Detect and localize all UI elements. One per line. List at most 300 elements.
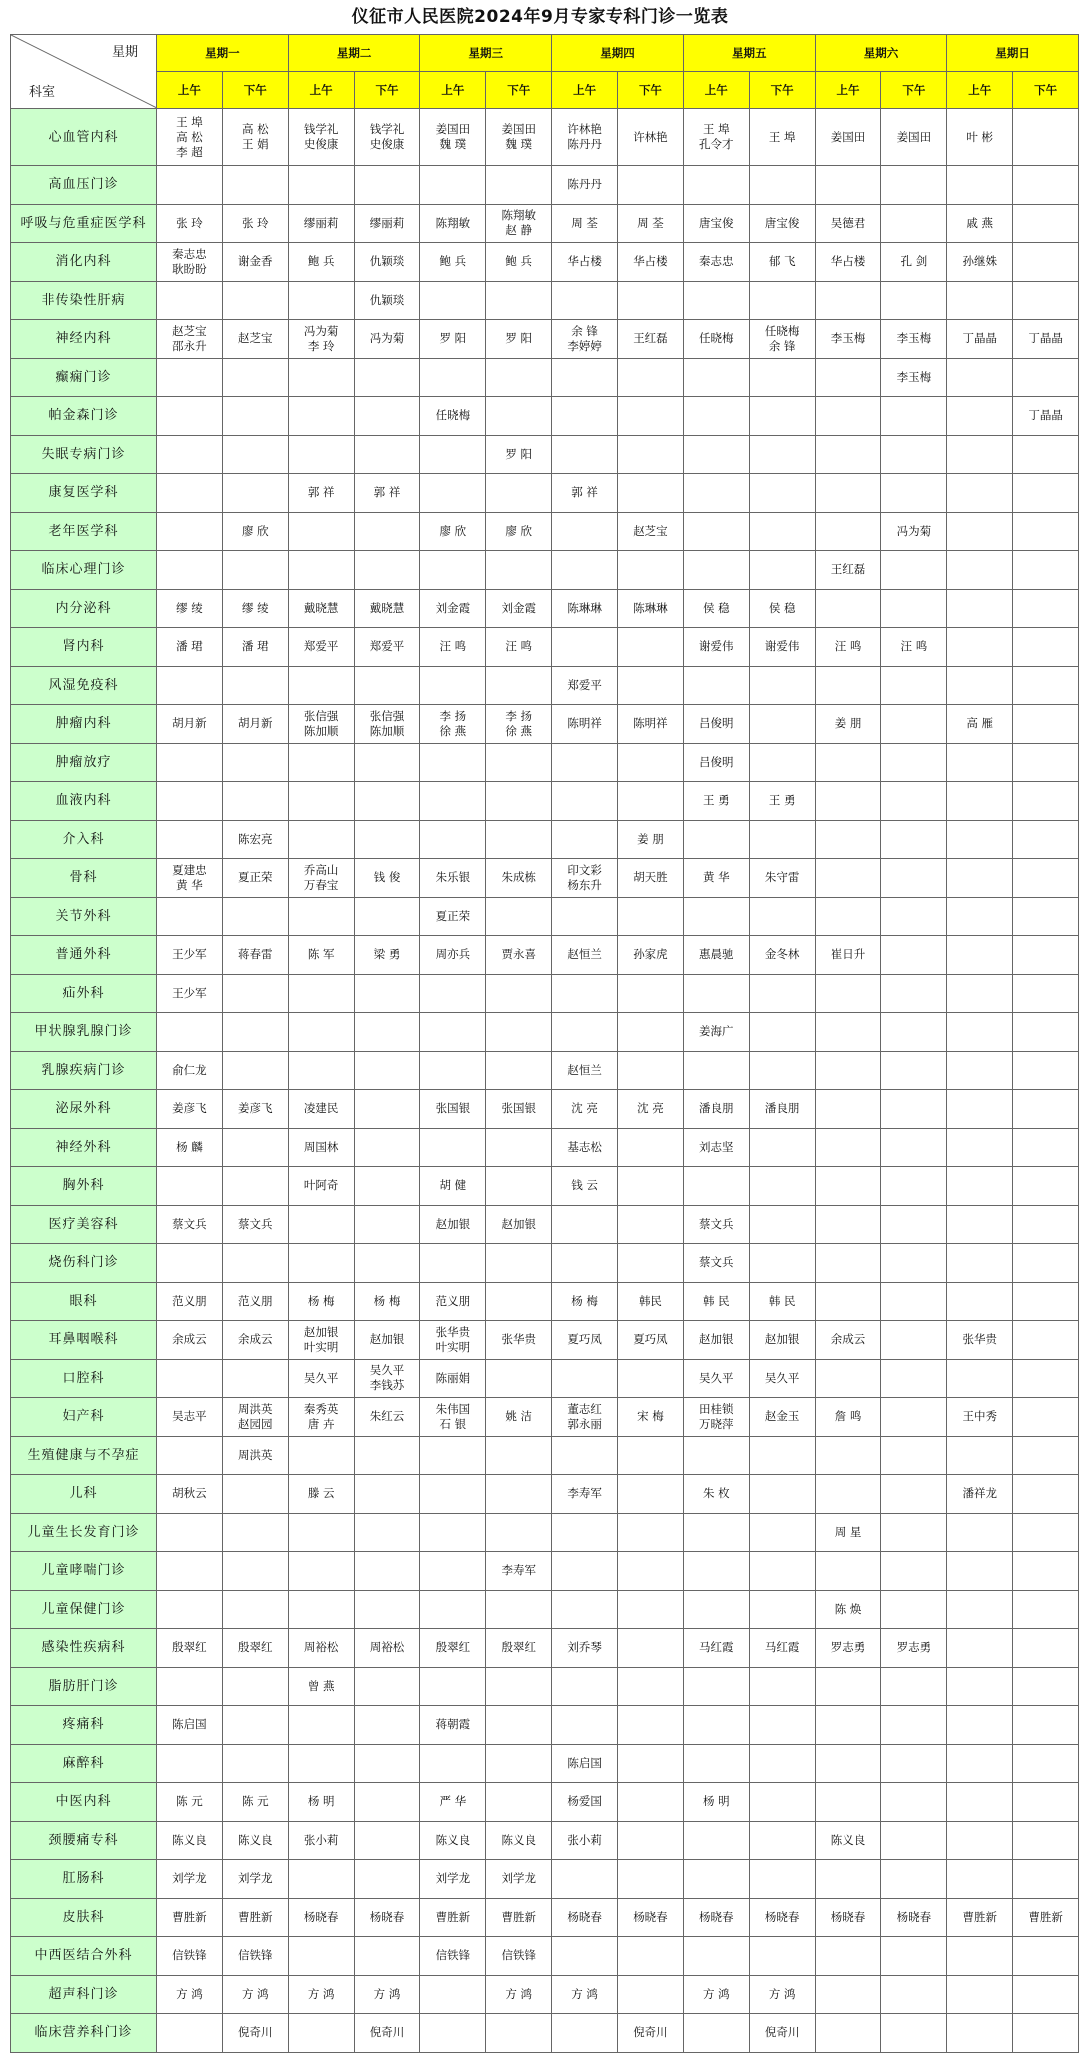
doctor-name: 潘良朋 [764, 1101, 800, 1116]
table-row [11, 782, 1079, 821]
schedule-cell [683, 1205, 749, 1244]
doctor-name: 孔令才 [699, 137, 734, 151]
schedule-cell [749, 628, 815, 667]
schedule-cell [618, 1898, 684, 1937]
doctor-name: 刘学龙 [435, 1871, 471, 1886]
schedule-cell [222, 974, 288, 1013]
doctor-name: 马红霞 [699, 1640, 734, 1655]
schedule-cell [749, 1898, 815, 1937]
schedule-cell [157, 1667, 223, 1706]
schedule-cell [486, 109, 552, 166]
schedule-cell [881, 1783, 947, 1822]
schedule-cell [552, 551, 618, 590]
schedule-cell [618, 1860, 684, 1899]
schedule-cell [288, 435, 354, 474]
schedule-cell [1013, 1013, 1079, 1052]
schedule-cell [354, 2014, 420, 2053]
department-name: 康复医学科 [11, 474, 157, 513]
schedule-cell [881, 974, 947, 1013]
schedule-cell [618, 320, 684, 359]
doctor-name: 余成云 [238, 1332, 273, 1347]
schedule-cell [1013, 1975, 1079, 2014]
schedule-cell [815, 1282, 881, 1321]
schedule-cell [618, 705, 684, 744]
schedule-cell [815, 1590, 881, 1629]
schedule-cell [222, 1552, 288, 1591]
schedule-cell [749, 859, 815, 898]
schedule-cell [288, 743, 354, 782]
schedule-cell [157, 1090, 223, 1129]
doctor-name: 叶实明 [303, 1339, 339, 1354]
doctor-name: 郭 祥 [571, 485, 598, 500]
doctor-name: 赵加银 [303, 1324, 339, 1339]
doctor-name: 余 锋 [571, 323, 598, 338]
doctor-name: 史俊康 [369, 137, 405, 151]
schedule-cell [881, 705, 947, 744]
schedule-cell [157, 1167, 223, 1206]
schedule-cell [222, 1975, 288, 2014]
schedule-cell [222, 666, 288, 705]
schedule-cell [486, 1321, 552, 1360]
schedule-cell [354, 1937, 420, 1976]
doctor-name: 余 锋 [768, 338, 796, 353]
schedule-cell [683, 1590, 749, 1629]
doctor-name: 崔日升 [830, 947, 866, 962]
schedule-cell [354, 1282, 420, 1321]
doctor-name: 杨晓春 [830, 1909, 866, 1924]
schedule-cell [222, 1590, 288, 1629]
department-name: 颈腰痛专科 [11, 1821, 157, 1860]
schedule-cell [1013, 743, 1079, 782]
schedule-cell [947, 397, 1013, 436]
schedule-cell [1013, 1937, 1079, 1976]
schedule-cell [354, 1013, 420, 1052]
doctor-name: 杨 梅 [571, 1293, 598, 1308]
schedule-cell [486, 358, 552, 397]
weekday-axis-label: 星期 [111, 45, 138, 60]
doctor-name: 张信强 [369, 708, 405, 723]
schedule-cell [947, 1398, 1013, 1437]
schedule-cell [1013, 512, 1079, 551]
schedule-cell [881, 397, 947, 436]
schedule-cell [157, 320, 223, 359]
schedule-cell [1013, 1282, 1079, 1321]
schedule-cell [749, 1244, 815, 1283]
schedule-cell [881, 551, 947, 590]
schedule-cell [354, 628, 420, 667]
schedule-cell [749, 2014, 815, 2053]
schedule-cell [552, 705, 618, 744]
schedule-cell [288, 1090, 354, 1129]
schedule-cell [157, 1128, 223, 1167]
department-name: 儿童哮喘门诊 [11, 1552, 157, 1591]
schedule-cell [1013, 820, 1079, 859]
schedule-cell [288, 1513, 354, 1552]
doctor-name: 姜彦飞 [238, 1101, 273, 1116]
doctor-name: 方 鸿 [768, 1986, 796, 2001]
schedule-cell [486, 1359, 552, 1398]
doctor-name: 周洪英 [238, 1447, 273, 1462]
schedule-cell [354, 1244, 420, 1283]
schedule-cell [354, 743, 420, 782]
schedule-cell [486, 1552, 552, 1591]
doctor-name: 倪奇川 [238, 2025, 273, 2040]
doctor-name: 周 荃 [571, 215, 598, 230]
schedule-cell [222, 1205, 288, 1244]
schedule-cell [881, 1013, 947, 1052]
schedule-cell [947, 1513, 1013, 1552]
schedule-cell [354, 1667, 420, 1706]
schedule-cell [881, 1552, 947, 1591]
schedule-cell [815, 1744, 881, 1783]
schedule-cell [486, 1937, 552, 1976]
department-name: 肛肠科 [11, 1860, 157, 1899]
corner-header-cell [11, 35, 157, 109]
doctor-name: 陈启国 [567, 1755, 602, 1770]
schedule-cell [420, 628, 486, 667]
schedule-cell [683, 1013, 749, 1052]
doctor-name: 凌建民 [303, 1101, 339, 1116]
schedule-cell [420, 1629, 486, 1668]
schedule-cell [157, 1975, 223, 2014]
doctor-name: 高 松 [241, 122, 269, 136]
schedule-cell [618, 1744, 684, 1783]
doctor-name: 张小莉 [567, 1832, 602, 1847]
schedule-cell [683, 358, 749, 397]
schedule-cell [881, 1321, 947, 1360]
schedule-cell [947, 166, 1013, 205]
doctor-name: 戚 燕 [966, 215, 994, 230]
schedule-cell [420, 705, 486, 744]
doctor-name: 信铁锋 [238, 1948, 273, 1963]
doctor-name: 李 玲 [307, 338, 335, 353]
schedule-cell [354, 320, 420, 359]
schedule-cell [420, 474, 486, 513]
schedule-cell [486, 204, 552, 243]
schedule-cell [1013, 1051, 1079, 1090]
table-row [11, 1398, 1079, 1437]
schedule-cell [947, 628, 1013, 667]
session-header-pm: 下午 [222, 72, 288, 109]
schedule-cell [486, 782, 552, 821]
doctor-name: 罗志勇 [830, 1640, 866, 1655]
schedule-cell [1013, 1629, 1079, 1668]
schedule-cell [157, 1744, 223, 1783]
doctor-name: 王红磊 [633, 331, 668, 346]
schedule-cell [288, 551, 354, 590]
schedule-cell [815, 1167, 881, 1206]
schedule-cell [157, 281, 223, 320]
schedule-cell [815, 1398, 881, 1437]
schedule-cell [420, 859, 486, 898]
schedule-cell [749, 666, 815, 705]
schedule-cell [815, 397, 881, 436]
schedule-cell [618, 1013, 684, 1052]
schedule-cell [288, 1821, 354, 1860]
schedule-cell [486, 243, 552, 282]
schedule-cell [618, 859, 684, 898]
doctor-name: 魏 璞 [505, 137, 533, 151]
schedule-cell [157, 512, 223, 551]
schedule-cell [288, 1706, 354, 1745]
schedule-cell [157, 1282, 223, 1321]
table-row [11, 743, 1079, 782]
table-row [11, 705, 1079, 744]
schedule-cell [1013, 1244, 1079, 1283]
doctor-name: 刘金霞 [435, 600, 471, 615]
schedule-cell [618, 666, 684, 705]
schedule-cell [749, 1667, 815, 1706]
doctor-name: 廖 欣 [505, 523, 533, 538]
schedule-cell [354, 897, 420, 936]
doctor-name: 余成云 [172, 1332, 207, 1347]
doctor-name: 殷翠红 [501, 1640, 536, 1655]
schedule-cell [815, 1667, 881, 1706]
schedule-cell [618, 1359, 684, 1398]
schedule-cell [1013, 1783, 1079, 1822]
schedule-cell [815, 2014, 881, 2053]
department-name: 肾内科 [11, 628, 157, 667]
header-row-am-pm [11, 72, 1079, 109]
schedule-cell [420, 1552, 486, 1591]
schedule-cell [157, 1513, 223, 1552]
doctor-name: 秦秀英 [303, 1401, 339, 1416]
doctor-name: 陈 元 [176, 1794, 203, 1809]
doctor-name: 王 埠 [176, 114, 203, 129]
schedule-cell [815, 435, 881, 474]
schedule-cell [683, 1398, 749, 1437]
doctor-name: 万春宝 [303, 877, 339, 892]
schedule-cell [881, 1244, 947, 1283]
schedule-cell [881, 628, 947, 667]
schedule-cell [947, 1706, 1013, 1745]
doctor-name: 唐 卉 [307, 1416, 335, 1431]
schedule-cell [881, 243, 947, 282]
schedule-cell [618, 435, 684, 474]
schedule-cell [288, 1860, 354, 1899]
doctor-name: 陈 焕 [834, 1601, 862, 1616]
schedule-cell [486, 1244, 552, 1283]
doctor-name: 曹胜新 [501, 1909, 536, 1924]
doctor-name: 李 扬 [439, 708, 467, 723]
header-row-days [11, 35, 1079, 72]
doctor-name: 王 勇 [768, 793, 796, 808]
table-row [11, 358, 1079, 397]
session-header-am: 上午 [552, 72, 618, 109]
schedule-cell [881, 1167, 947, 1206]
schedule-cell [947, 1244, 1013, 1283]
schedule-cell [354, 1629, 420, 1668]
schedule-cell [815, 1706, 881, 1745]
schedule-cell [552, 1975, 618, 2014]
schedule-cell [552, 166, 618, 205]
schedule-cell [683, 974, 749, 1013]
schedule-cell [420, 1821, 486, 1860]
schedule-cell [947, 358, 1013, 397]
table-row [11, 320, 1079, 359]
doctor-name: 俞仁龙 [172, 1062, 207, 1077]
doctor-name: 殷翠红 [238, 1640, 273, 1655]
department-name: 皮肤科 [11, 1898, 157, 1937]
schedule-cell [222, 397, 288, 436]
schedule-cell [354, 358, 420, 397]
schedule-cell [881, 1898, 947, 1937]
schedule-cell [552, 1898, 618, 1937]
doctor-name: 夏正荣 [238, 870, 273, 885]
doctor-name: 罗 阳 [505, 331, 533, 346]
department-name: 儿科 [11, 1475, 157, 1514]
doctor-name: 方 鸿 [176, 1986, 203, 2001]
schedule-cell [947, 1282, 1013, 1321]
doctor-name: 韩 民 [702, 1293, 730, 1308]
schedule-cell [947, 1321, 1013, 1360]
schedule-cell [222, 1783, 288, 1822]
schedule-cell [222, 109, 288, 166]
doctor-name: 胡天胜 [633, 870, 668, 885]
schedule-cell [288, 512, 354, 551]
schedule-cell [157, 897, 223, 936]
doctor-name: 赵芝宝 [238, 331, 273, 346]
schedule-cell [420, 204, 486, 243]
department-name: 高血压门诊 [11, 166, 157, 205]
schedule-cell [683, 1629, 749, 1668]
schedule-cell [815, 1629, 881, 1668]
schedule-cell [420, 1590, 486, 1629]
schedule-cell [222, 1128, 288, 1167]
schedule-cell [354, 705, 420, 744]
doctor-name: 叶 彬 [966, 129, 994, 144]
schedule-cell [157, 1436, 223, 1475]
table-row [11, 1205, 1079, 1244]
doctor-name: 张华贵 [501, 1332, 536, 1347]
schedule-cell [288, 166, 354, 205]
doctor-name: 姜国田 [830, 129, 866, 144]
doctor-name: 李玉梅 [830, 331, 866, 346]
doctor-name: 杨 梅 [373, 1293, 401, 1308]
doctor-name: 侯 稳 [702, 600, 730, 615]
schedule-cell [288, 936, 354, 975]
schedule-cell [1013, 1205, 1079, 1244]
doctor-name: 李 超 [176, 144, 203, 159]
schedule-cell [354, 1706, 420, 1745]
schedule-cell [354, 1975, 420, 2014]
schedule-cell [552, 666, 618, 705]
doctor-name: 石 银 [439, 1416, 467, 1431]
schedule-cell [947, 1205, 1013, 1244]
session-header-am: 上午 [157, 72, 223, 109]
schedule-cell [420, 1975, 486, 2014]
schedule-cell [947, 1783, 1013, 1822]
schedule-cell [288, 1321, 354, 1360]
doctor-name: 赵芝宝 [172, 323, 207, 338]
doctor-name: 刘乔琴 [567, 1640, 602, 1655]
doctor-name: 吕俊明 [699, 754, 734, 769]
doctor-name: 方 鸿 [702, 1986, 730, 2001]
schedule-cell [815, 782, 881, 821]
schedule-cell [486, 281, 552, 320]
doctor-name: 赵恒兰 [567, 1062, 602, 1077]
doctor-name: 丁晶晶 [1028, 331, 1063, 346]
schedule-cell [1013, 897, 1079, 936]
department-name: 血液内科 [11, 782, 157, 821]
doctor-name: 姚 洁 [505, 1409, 533, 1424]
department-name: 关节外科 [11, 897, 157, 936]
session-header-pm: 下午 [1013, 72, 1079, 109]
schedule-cell [486, 1051, 552, 1090]
schedule-cell [552, 1090, 618, 1129]
schedule-cell [815, 1821, 881, 1860]
schedule-cell [552, 936, 618, 975]
doctor-name: 吴久平 [369, 1363, 405, 1378]
schedule-cell [222, 1706, 288, 1745]
doctor-name: 陈宏亮 [238, 831, 273, 846]
schedule-cell [749, 512, 815, 551]
schedule-cell [815, 974, 881, 1013]
schedule-cell [683, 1167, 749, 1206]
department-name: 脂肪肝门诊 [11, 1667, 157, 1706]
schedule-cell [815, 1475, 881, 1514]
schedule-cell [683, 281, 749, 320]
schedule-cell [1013, 474, 1079, 513]
doctor-name: 钱 俊 [373, 870, 401, 885]
schedule-cell [288, 1244, 354, 1283]
department-name: 非传染性肝病 [11, 281, 157, 320]
doctor-name: 陈丹丹 [567, 177, 602, 192]
doctor-name: 倪奇川 [764, 2025, 800, 2040]
schedule-cell [815, 1013, 881, 1052]
schedule-cell [683, 1667, 749, 1706]
schedule-cell [683, 859, 749, 898]
doctor-name: 许林艳 [633, 129, 668, 144]
doctor-name: 刘学龙 [172, 1871, 207, 1886]
schedule-cell [552, 1937, 618, 1976]
doctor-name: 仇颖琰 [369, 292, 405, 307]
schedule-cell [222, 1475, 288, 1514]
schedule-cell [222, 243, 288, 282]
schedule-cell [947, 859, 1013, 898]
schedule-cell [881, 1128, 947, 1167]
doctor-name: 朱 枚 [702, 1486, 730, 1501]
doctor-name: 钱学礼 [369, 122, 405, 136]
schedule-cell [1013, 1706, 1079, 1745]
schedule-cell [881, 666, 947, 705]
schedule-cell [749, 705, 815, 744]
schedule-cell [486, 166, 552, 205]
schedule-cell [354, 1513, 420, 1552]
doctor-name: 许林艳 [567, 122, 602, 136]
schedule-cell [881, 1667, 947, 1706]
schedule-cell [947, 1359, 1013, 1398]
schedule-cell [288, 358, 354, 397]
schedule-cell [749, 1013, 815, 1052]
schedule-cell [947, 2014, 1013, 2053]
schedule-cell [552, 1013, 618, 1052]
schedule-cell [1013, 974, 1079, 1013]
schedule-cell [947, 1090, 1013, 1129]
doctor-name: 朱伟国 [435, 1401, 471, 1416]
table-row [11, 512, 1079, 551]
schedule-cell [947, 1744, 1013, 1783]
session-header-pm: 下午 [618, 72, 684, 109]
doctor-name: 张国银 [435, 1101, 471, 1116]
table-row [11, 1629, 1079, 1668]
schedule-cell [157, 1398, 223, 1437]
schedule-cell [354, 1051, 420, 1090]
schedule-cell [288, 589, 354, 628]
schedule-cell [420, 1436, 486, 1475]
schedule-cell [881, 474, 947, 513]
doctor-name: 胡月新 [172, 716, 207, 731]
